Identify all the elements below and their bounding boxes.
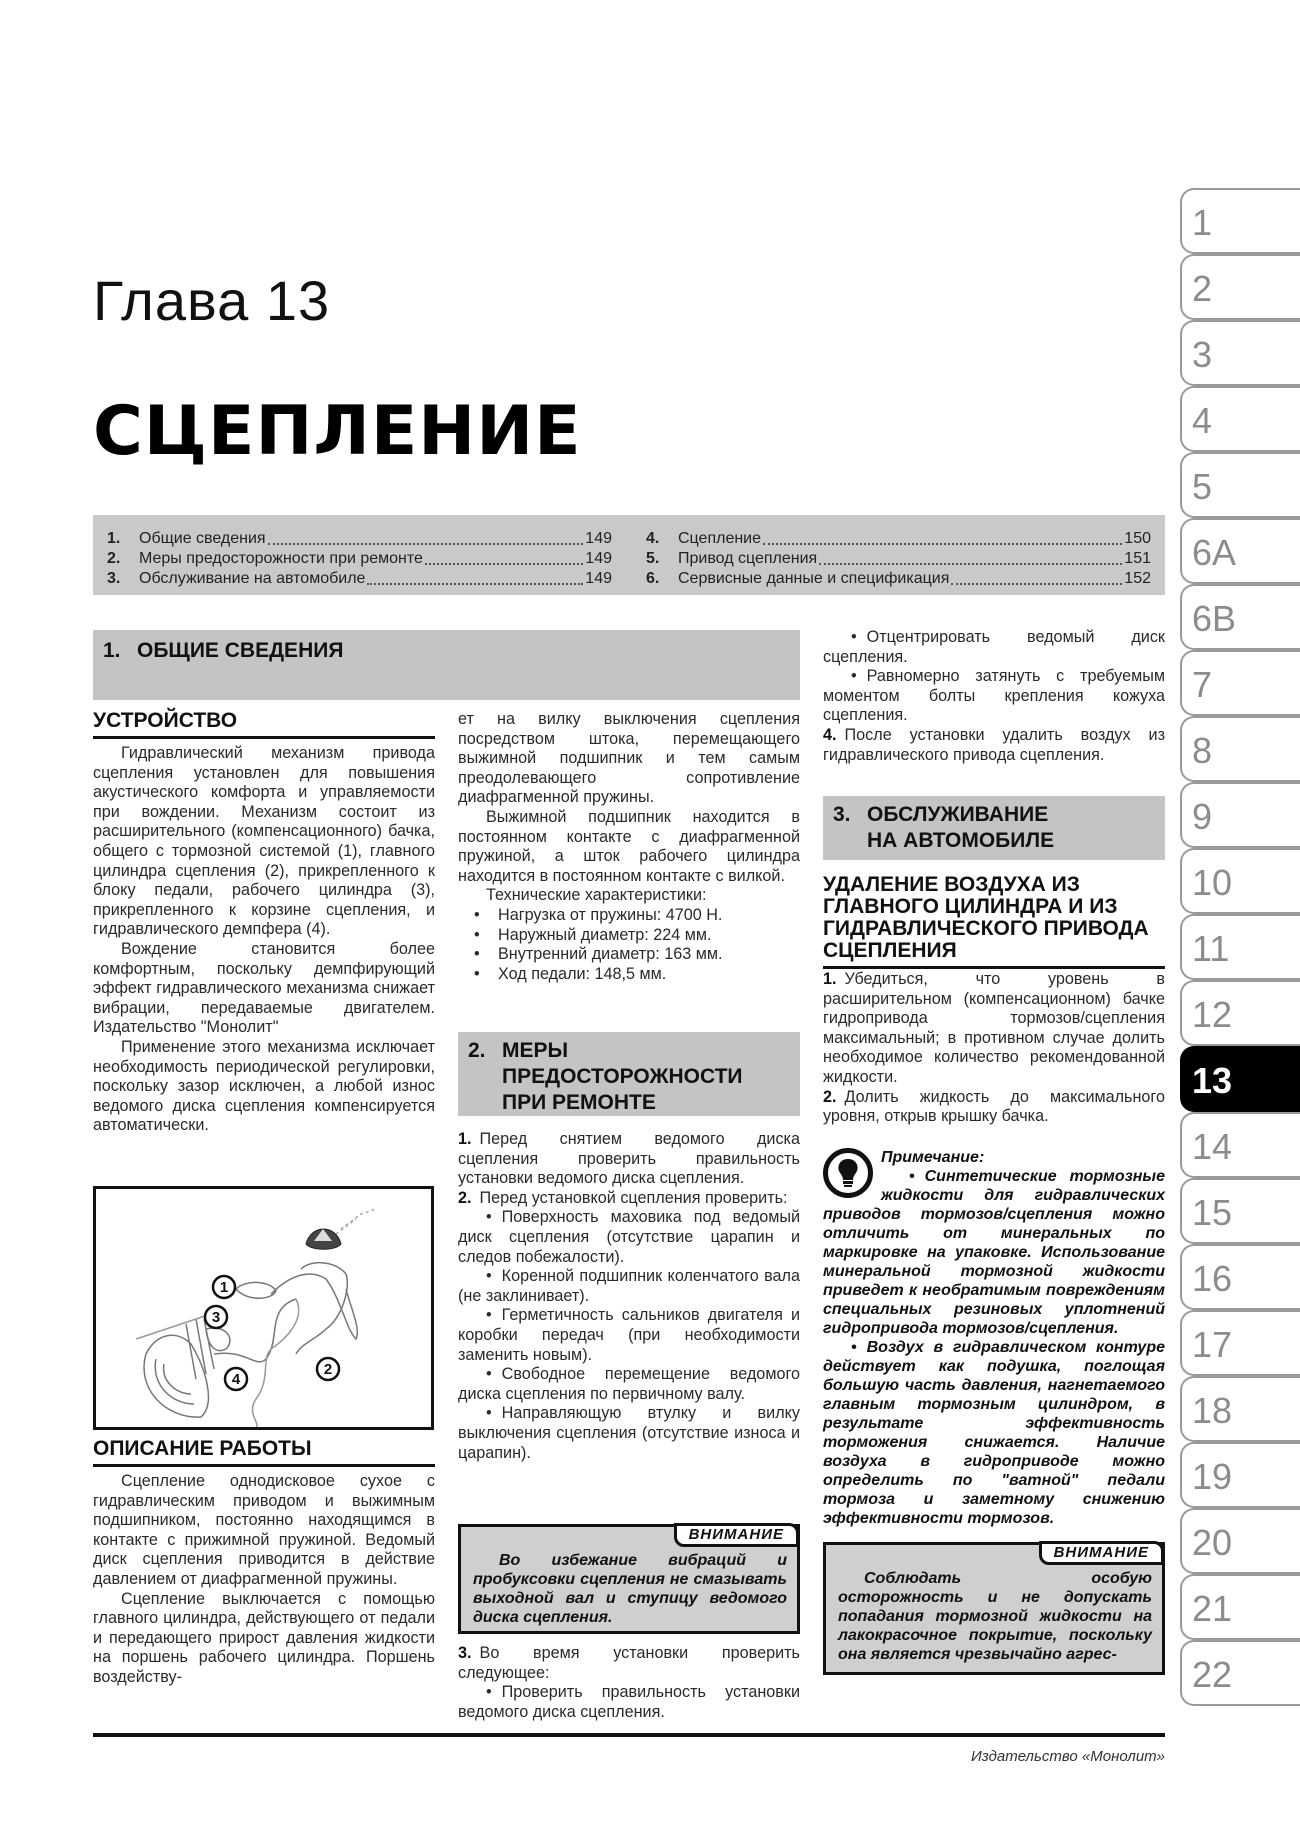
chapter-tab-label: 17	[1192, 1324, 1233, 1365]
toc-item-label: Сцепление	[678, 530, 762, 547]
warning-text: Соблюдать особую осторожность и не допускать попадания тормозной жидкости на лакокрасочное покрытие, поскольку она является чрезвычайно агрес-	[838, 1570, 1152, 1663]
section-2-header	[458, 1032, 800, 1116]
bullet-item: • Отцентрировать ведомый диск сцепления.	[823, 628, 1165, 667]
chapter-tab-label: 4	[1192, 400, 1213, 441]
chapter-tab-7[interactable]	[1180, 650, 1300, 716]
toc-column-right	[646, 529, 1151, 595]
chapter-tab-11[interactable]	[1180, 914, 1300, 980]
toc-item-number: 5.	[646, 550, 660, 567]
device-heading: УСТРОЙСТВО	[93, 710, 435, 739]
publisher-footer: Издательство «Монолит»	[971, 1748, 1165, 1765]
item-text: После установки удалить воздух из гидравлического привода сцепления.	[823, 725, 1165, 764]
item-number: 1.	[823, 970, 837, 988]
note-item: • Синтетические тормозные жидкости для гидравлических приводов тормозов/сцепления можно отличить от минеральных по маркировке на упаковке. Использование минеральной тормозной жидкости приведет к необратимым повреждениям специальных резиновых уплотнений гидропривода тормозов/сцепления.	[823, 1167, 1165, 1338]
chapter-tabs	[1180, 188, 1300, 1706]
toc-item-page: 149	[585, 570, 612, 587]
section-2-text-continued	[458, 1644, 800, 1722]
callout-1: 1	[219, 1279, 229, 1296]
chapter-tab-6B[interactable]	[1180, 584, 1300, 650]
chapter-tab-label: 10	[1192, 862, 1233, 903]
chapter-tab-label: 8	[1192, 730, 1213, 771]
item-number: 1.	[458, 1130, 472, 1148]
paragraph: Сцепление выключается с помощью главного цилиндра, действующего от педали и передающего прирост давления жидкости на поршень рабочего цилиндра. Поршень воздейству-	[93, 1589, 435, 1686]
section-3-text	[823, 970, 1165, 1127]
item-number: 2.	[458, 1188, 472, 1207]
chapter-tab-label: 6B	[1192, 598, 1237, 639]
chapter-tab-8[interactable]	[1180, 716, 1300, 782]
item-number: 3.	[458, 1644, 472, 1662]
item-text: Перед установкой сцепления проверить:	[479, 1188, 788, 1207]
toc-item-label: Привод сцепления	[678, 550, 818, 567]
section-title-line: НА АВТОМОБИЛЕ	[867, 829, 1055, 852]
toc-item-page: 149	[585, 530, 612, 547]
chapter-tab-label: 5	[1192, 466, 1213, 507]
chapter-tab-16[interactable]	[1180, 1244, 1300, 1310]
toc-item-page: 150	[1124, 530, 1151, 547]
operation-heading: ОПИСАНИЕ РАБОТЫ	[93, 1438, 435, 1467]
bullet-item: • Свободное перемещение ведомого диска сцепления по первичному валу.	[458, 1365, 800, 1404]
toc-item[interactable]	[646, 569, 1151, 589]
section-number: 2.	[468, 1039, 486, 1062]
chapter-tab-10[interactable]	[1180, 848, 1300, 914]
chapter-tab-12[interactable]	[1180, 980, 1300, 1046]
chapter-tab-22[interactable]	[1180, 1640, 1300, 1706]
toc-item-page: 152	[1124, 570, 1151, 587]
toc-item-label: Сервисные данные и спецификация	[678, 570, 950, 587]
section-number: 3.	[833, 803, 851, 826]
numbered-item	[823, 1088, 1165, 1127]
bullet-item: • Поверхность маховика под ведомый диск сцепления (отсутствие царапин и следов побежалости).	[458, 1208, 800, 1267]
spec-item: • Наружный диаметр: 224 мм.	[458, 926, 800, 946]
note-item: • Воздух в гидравлическом контуре действует как подушка, поглощая большую часть давления, нагнетаемого главным тормозным цилиндром, в результате эффективность торможения снижается. Наличие воздуха в гидроприводе можно определить по "ватной" педали тормоза и заметному снижению эффективности тормозов.	[823, 1338, 1165, 1528]
chapter-tab-label: 2	[1192, 268, 1213, 309]
chapter-tab-5[interactable]	[1180, 452, 1300, 518]
numbered-item	[458, 1189, 800, 1209]
spec-item: • Нагрузка от пружины: 4700 Н.	[458, 906, 800, 926]
chapter-tab-9[interactable]	[1180, 782, 1300, 848]
chapter-tab-3[interactable]	[1180, 320, 1300, 386]
section-title-line: ПРИ РЕМОНТЕ	[502, 1091, 656, 1114]
callout-4: 4	[231, 1371, 241, 1388]
item-text: Убедиться, что уровень в расширительном (компенсационном) бачке гидропривода тормозов/сцепления максимальный; в противном случае долить необходимое количество рекомендованной жидкости.	[823, 970, 1165, 1086]
section-title-line: МЕРЫ	[502, 1039, 569, 1062]
section-2-text	[458, 1130, 800, 1463]
section-1-header	[93, 630, 800, 700]
callout-2: 2	[323, 1361, 333, 1378]
toc-item[interactable]	[107, 549, 612, 569]
chapter-tab-label: 9	[1192, 796, 1213, 837]
warning-box	[823, 1542, 1165, 1675]
toc-item-label: Общие сведения	[139, 530, 266, 547]
section-number: 1.	[103, 639, 121, 662]
chapter-title: СЦЕПЛЕНИЕ	[93, 392, 582, 471]
toc-item[interactable]	[107, 529, 612, 549]
operation-text	[93, 1472, 435, 1688]
chapter-tab-label: 19	[1192, 1456, 1233, 1497]
toc-leader-dots	[367, 569, 583, 585]
toc-item-number: 4.	[646, 530, 660, 547]
toc-leader-dots	[951, 569, 1122, 585]
toc-item-label: Меры предосторожности при ремонте	[139, 550, 423, 567]
warning-tag: ВНИМАНИЕ	[674, 1523, 799, 1547]
chapter-tab-label: 11	[1192, 928, 1230, 969]
section-3-header	[823, 796, 1165, 860]
numbered-item	[823, 726, 1165, 765]
item-text: Во время установки проверить следующее:	[458, 1644, 800, 1682]
chapter-tab-label: 12	[1192, 994, 1233, 1035]
paragraph: Выжимной подшипник находится в постоянном контакте с диафрагменной пружиной, а шток рабочего цилиндра находится в постоянном контакте с вилкой.	[458, 807, 800, 885]
toc-item-label: Обслуживание на автомобиле	[139, 570, 366, 587]
toc-item-number: 2.	[107, 550, 121, 567]
warning-tag: ВНИМАНИЕ	[1039, 1541, 1164, 1565]
chapter-tab-21[interactable]	[1180, 1574, 1300, 1640]
footer-divider	[93, 1733, 1165, 1737]
numbered-item	[458, 1130, 800, 1189]
paragraph: Сцепление однодисковое сухое с гидравлическим приводом и выжимным подшипником, постоянно находящимся в контакте с прижимной пружиной. Ведомый диск сцепления приводится в действие давлением от диафрагменной пружины.	[93, 1472, 435, 1588]
toc-column-left	[107, 529, 612, 595]
bullet-item: • Герметичность сальников двигателя и коробки передач (при необходимости заменить новым).	[458, 1306, 800, 1365]
toc-item-number: 1.	[107, 530, 121, 547]
toc-leader-dots	[268, 529, 584, 545]
chapter-tab-6A[interactable]	[1180, 518, 1300, 584]
toc-item-page: 149	[585, 550, 612, 567]
clutch-hydraulics-figure	[93, 1186, 434, 1430]
table-of-contents	[93, 515, 1165, 595]
chapter-tab-19[interactable]	[1180, 1442, 1300, 1508]
paragraph: Применение этого механизма исключает необходимость периодической регулировки, поскольку зазор исключен, а любой износ ведомого диска сцепления компенсируется автоматически.	[93, 1037, 435, 1135]
chapter-tab-label: 21	[1192, 1588, 1233, 1629]
chapter-tab-20[interactable]	[1180, 1508, 1300, 1574]
chapter-tab-17[interactable]	[1180, 1310, 1300, 1376]
chapter-tab-label: 1	[1192, 202, 1213, 243]
toc-leader-dots	[425, 549, 583, 565]
chapter-tab-label: 6A	[1192, 532, 1237, 573]
chapter-tab-label: 14	[1192, 1126, 1233, 1167]
toc-item[interactable]	[646, 549, 1151, 569]
chapter-tab-15[interactable]	[1180, 1178, 1300, 1244]
chapter-tab-label: 20	[1192, 1522, 1233, 1563]
toc-item[interactable]	[646, 529, 1151, 549]
numbered-item	[823, 970, 1165, 1088]
bullet-item: • Коренной подшипник коленчатого вала (не заклинивает).	[458, 1267, 800, 1306]
air-bleeding-heading: УДАЛЕНИЕ ВОЗДУХА ИЗ ГЛАВНОГО ЦИЛИНДРА И ИЗ ГИДРАВЛИЧЕСКОГО ПРИВОДА СЦЕПЛЕНИЯ	[823, 874, 1165, 969]
chapter-tab-18[interactable]	[1180, 1376, 1300, 1442]
warning-box	[458, 1524, 800, 1634]
chapter-tab-label: 13	[1192, 1060, 1233, 1101]
bullet-item: • Направляющую втулку и вилку выключения сцепления (отсутствие износа и царапин).	[458, 1404, 800, 1463]
item-text: Долить жидкость до максимального уровня, открыв крышку бачка.	[823, 1087, 1165, 1126]
toc-item-page: 151	[1124, 550, 1151, 567]
specs-title: Технические характеристики:	[486, 886, 707, 905]
chapter-tab-label: 7	[1192, 664, 1213, 705]
chapter-tab-1[interactable]	[1180, 188, 1300, 254]
chapter-tab-label: 18	[1192, 1390, 1233, 1431]
section-title-line: ПРЕДОСТОРОЖНОСТИ	[502, 1065, 743, 1088]
item-text: Перед снятием ведомого диска сцепления проверить правильность установки ведомого диска сцепления.	[458, 1130, 800, 1188]
toc-leader-dots	[819, 549, 1122, 565]
chapter-tab-label: 22	[1192, 1654, 1233, 1695]
column-2-text	[458, 710, 800, 984]
chapter-tab-2[interactable]	[1180, 254, 1300, 320]
chapter-tab-14[interactable]	[1180, 1112, 1300, 1178]
chapter-tab-label: 3	[1192, 334, 1213, 375]
section-title: ОБЩИЕ СВЕДЕНИЯ	[137, 639, 344, 662]
section-title-line: ОБСЛУЖИВАНИЕ	[867, 803, 1049, 826]
paragraph: ет на вилку выключения сцепления посредством штока, перемещающего выжимной подшипник и тем самым преодолевающего сопротивление диафрагменной пружины.	[458, 710, 800, 807]
lightbulb-icon	[823, 1148, 873, 1198]
chapter-tab-13[interactable]	[1180, 1046, 1300, 1112]
column-3-text	[823, 628, 1165, 765]
chapter-tab-label: 16	[1192, 1258, 1233, 1299]
note-and-warning	[823, 1148, 1165, 1675]
spec-item: • Ход педали: 148,5 мм.	[458, 965, 800, 985]
note-block	[823, 1148, 1165, 1528]
chapter-tab-4[interactable]	[1180, 386, 1300, 452]
device-text	[93, 744, 435, 1136]
item-number: 4.	[823, 725, 837, 744]
note-title: Примечание:	[881, 1149, 985, 1166]
chapter-label: Глава 13	[93, 269, 331, 332]
toc-leader-dots	[763, 529, 1122, 545]
specs-list	[458, 906, 800, 984]
item-number: 2.	[823, 1087, 837, 1106]
bullet-item: • Проверить правильность установки ведомого диска сцепления.	[458, 1683, 800, 1722]
spec-item: • Внутренний диаметр: 163 мм.	[458, 945, 800, 965]
numbered-item	[458, 1644, 800, 1683]
paragraph: Вождение становится более комфортным, поскольку демпфирующий эффект гидравлического механизма снижает вибрации, передаваемые двигателем. Издательство "Монолит"	[93, 939, 435, 1037]
toc-item-number: 6.	[646, 570, 660, 587]
bullet-item: • Равномерно затянуть с требуемым моментом болты крепления кожуха сцепления.	[823, 667, 1165, 726]
callout-3: 3	[211, 1309, 221, 1326]
paragraph: Гидравлический механизм привода сцепления установлен для повышения акустического комфорта и управляемости при вождении. Механизм состоит из расширительного (компенсационного) бачка, общего с тормозной системой (1), главного цилиндра сцепления (2), прикрепленного к блоку педали, рабочего цилиндра (3), прикрепленного к корзине сцепления, и гидравлического демпфера (4).	[93, 744, 435, 939]
toc-item[interactable]	[107, 569, 612, 589]
toc-item-number: 3.	[107, 570, 121, 587]
warning-text: Во избежание вибраций и пробуксовки сцепления не смазывать выходной вал и ступицу ведомого диска сцепления.	[473, 1552, 787, 1626]
clutch-diagram-illustration	[96, 1189, 431, 1427]
chapter-tab-label: 15	[1192, 1192, 1233, 1233]
